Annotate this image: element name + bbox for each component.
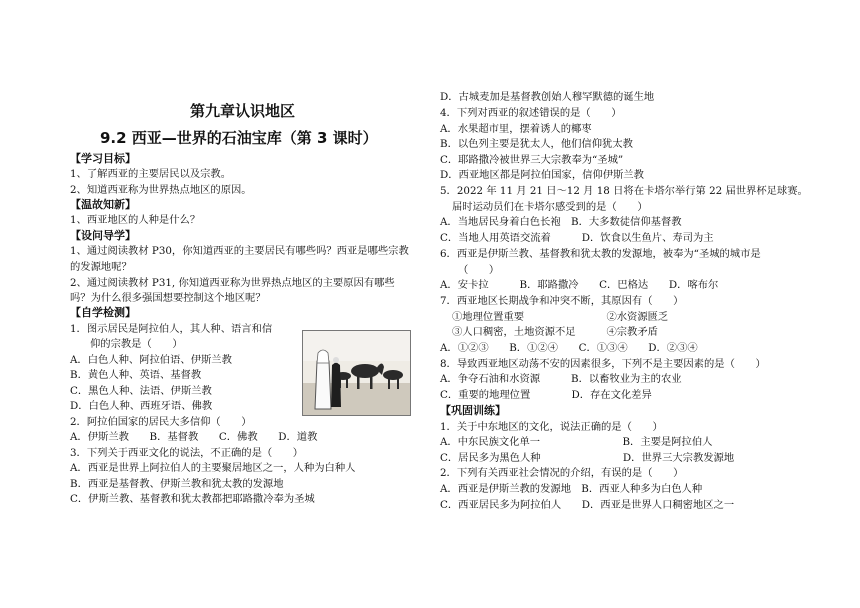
chapter-title: 第九章认识地区	[190, 102, 296, 120]
text-line: 2．下列有关西亚社会情况的介绍，有误的是（ ）	[440, 467, 684, 479]
section-heading: 【自学检测】	[70, 306, 136, 319]
text-line: ①地理位置重要 ②水资源匮乏	[452, 311, 669, 323]
text-line: （ ）	[458, 264, 500, 276]
text-line: 届时运动员们在卡塔尔感受到的是（ ）	[452, 201, 648, 213]
text-line: C．当地人用英语交流着 D．饮食以生鱼片、寿司为主	[440, 232, 714, 244]
text-line: 4．下列对西亚的叙述错误的是（ ）	[440, 107, 622, 119]
arab-people-photo	[302, 330, 411, 416]
text-line: 仰的宗教是（ ）	[90, 338, 183, 350]
text-line: D．西亚地区都是阿拉伯国家，信仰伊斯兰教	[440, 169, 644, 181]
text-line: 3．下列关于西亚文化的说法，不正确的是（ ）	[70, 447, 304, 459]
text-line: A．中东民族文化单一 B．主要是阿拉伯人	[440, 436, 713, 448]
text-line: A．争夺石油和水资源 B．以畜牧业为主的农业	[440, 373, 682, 385]
text-line: 1．图示居民是阿拉伯人，其人种、语言和信	[70, 323, 273, 335]
text-line: 6．西亚是伊斯兰教、基督教和犹太教的发源地，被奉为“圣城的城市是	[440, 248, 761, 260]
text-line: A．西亚是伊斯兰教的发源地 B．西亚人种多为白色人种	[440, 483, 703, 495]
text-line: 1．关于中东地区的文化，说法正确的是（ ）	[440, 421, 663, 433]
text-line: 1、通过阅读教材 P30，你知道西亚的主要居民有哪些吗？西亚是哪些宗教	[70, 245, 409, 257]
text-line: C．居民多为黑色人种 D．世界三大宗教发源地	[440, 452, 735, 464]
text-line: 8．导致西亚地区动荡不安的因素很多，下列不是主要因素的是（ ）	[440, 358, 766, 370]
text-line: B．以色列主要是犹太人，他们信仰犹太教	[440, 138, 633, 150]
text-line: B．西亚是基督教、伊斯兰教和犹太教的发源地	[70, 478, 284, 490]
text-line: A．安卡拉 B．耶路撒冷 C．巴格达 D．喀布尔	[440, 279, 719, 291]
text-line: D．白色人种、西班牙语、佛教	[70, 400, 213, 412]
text-line: C．耶路撒冷被世界三大宗教奉为“圣城”	[440, 154, 624, 166]
text-line: 2、通过阅读教材 P31, 你知道西亚称为世界热点地区的主要原因有哪些	[70, 277, 395, 289]
text-line: C．黑色人种、法语、伊斯兰教	[70, 385, 212, 397]
text-line: A．水果超市里，摆着诱人的椰枣	[440, 123, 592, 135]
text-line: B．黄色人种、英语、基督教	[70, 369, 202, 381]
section-heading: 【温故知新】	[70, 198, 136, 211]
photo-illustration	[303, 331, 410, 415]
text-line: 2、知道西亚称为世界热点地区的原因。	[70, 184, 252, 196]
text-line: 1、西亚地区的人种是什么？	[70, 214, 201, 226]
text-line: C．伊斯兰教、基督教和犹太教都把耶路撒冷奉为圣城	[70, 493, 315, 505]
text-line: 2．阿拉伯国家的居民大多信仰（ ）	[70, 416, 252, 428]
text-line: 5．2022 年 11 月 21 日～12 月 18 日将在卡塔尔举行第 22 届世界杯足球赛。	[440, 185, 808, 197]
text-line: A．白色人种、阿拉伯语、伊斯兰教	[70, 354, 232, 366]
text-line: C．重要的地理位置 D．存在文化差异	[440, 389, 652, 401]
text-line: C．西亚居民多为阿拉伯人 D．西亚是世界人口稠密地区之一	[440, 499, 735, 511]
text-line: ③人口稠密，土地资源不足 ④宗教矛盾	[452, 326, 658, 338]
text-line: A．西亚是世界上阿拉伯人的主要聚居地区之一，人种为白种人	[70, 462, 356, 474]
text-line: 7．西亚地区长期战争和冲突不断，其原因有（ ）	[440, 295, 684, 307]
section-heading: 【设问导学】	[70, 229, 136, 242]
text-line: 的发源地呢？	[70, 261, 132, 273]
text-line: A．①②③ B．①②④ C．①③④ D．②③④	[440, 342, 698, 354]
text-line: A．当地居民身着白色长袍 B．大多数徒信仰基督教	[440, 216, 682, 228]
text-line: 1、了解西亚的主要居民以及宗教。	[70, 168, 232, 180]
text-line: D．古城麦加是基督教创始人穆罕默德的诞生地	[440, 91, 655, 103]
text-line: 吗？为什么很多强国想要控制这个地区呢？	[70, 292, 266, 304]
lesson-subtitle: 9.2 西亚—世界的石油宝库（第 3 课时）	[100, 129, 378, 147]
text-line: A．伊斯兰教 B．基督教 C．佛教 D．道教	[70, 431, 318, 443]
section-heading: 【巩固训练】	[440, 404, 506, 417]
section-heading: 【学习目标】	[70, 152, 136, 165]
